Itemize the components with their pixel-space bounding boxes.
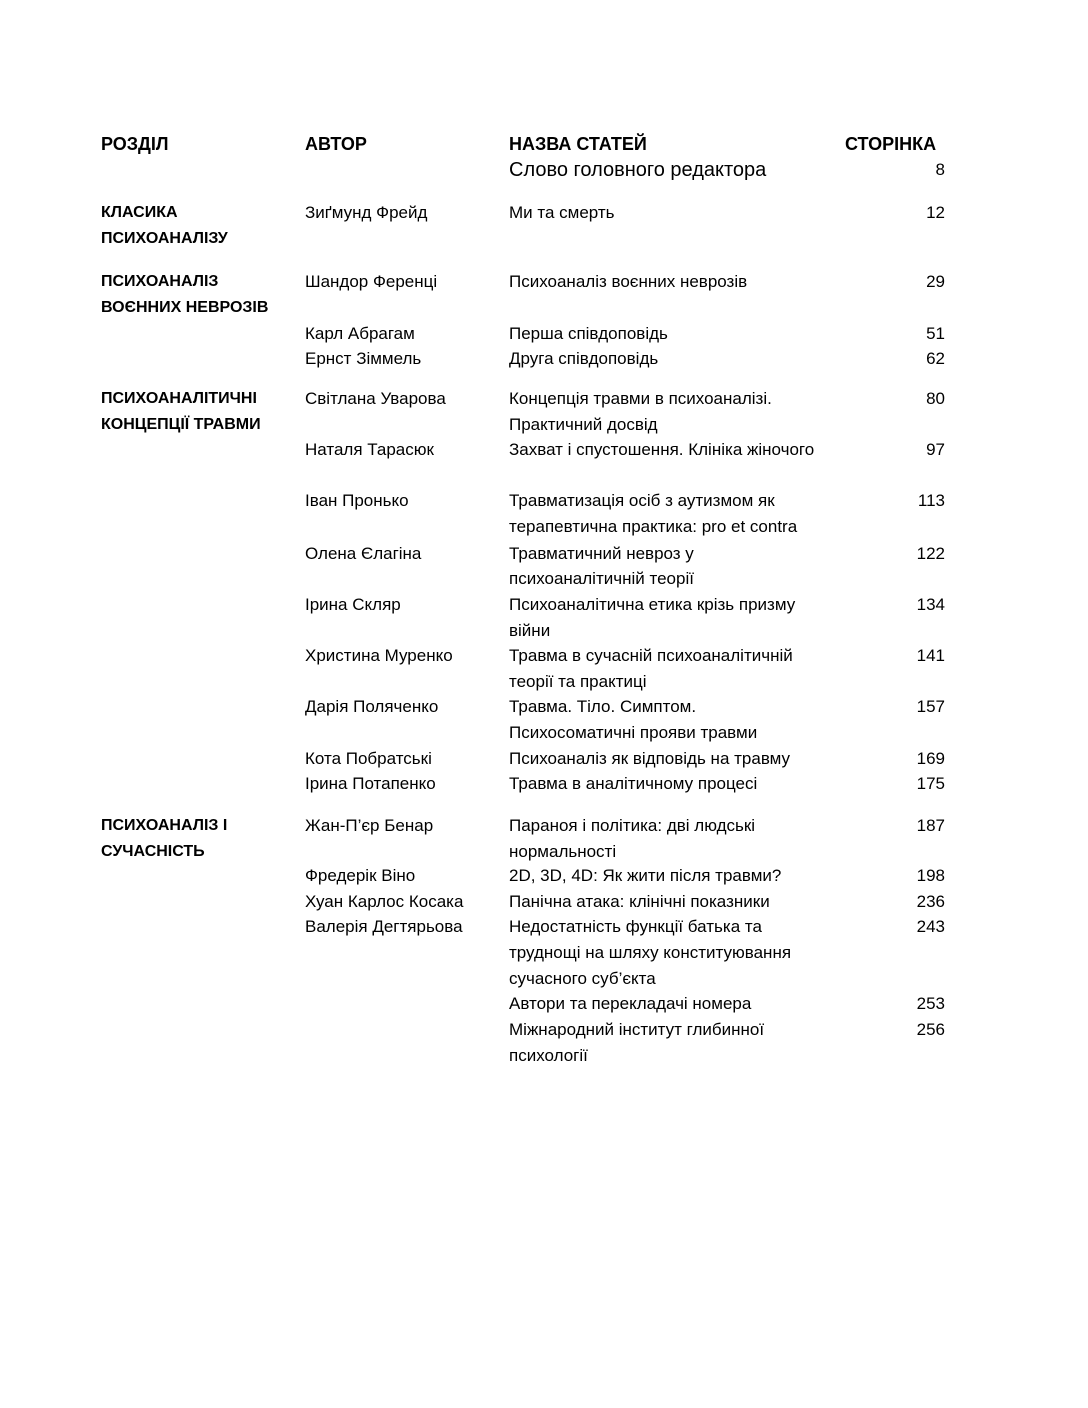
editor-note-page: 8: [935, 160, 945, 179]
section-2-line1: ПСИХОАНАЛІЗ: [101, 273, 219, 290]
entry-title: Травма. Тіло. Симптом.: [509, 697, 697, 716]
entry-title: Травма в сучасній психоаналітичній: [509, 646, 793, 665]
entry-page: 175: [916, 774, 945, 793]
entry-title-cont: терапевтична практика: pro et contra: [509, 517, 798, 536]
entry-title: Концепція травми в психоаналізі.: [509, 389, 772, 408]
entry-title-cont: Практичний досвід: [509, 415, 658, 434]
entry-title: Травматичний невроз у: [509, 544, 694, 563]
entry-title: Друга співдоповідь: [509, 349, 659, 368]
entry-title: Параноя і політика: дві людські: [509, 816, 756, 835]
entry-author: Світлана Уварова: [305, 389, 446, 408]
entry-page: 12: [926, 203, 945, 222]
header-author: АВТОР: [305, 134, 367, 154]
entry-author: Олена Єлагіна: [305, 544, 422, 563]
entry-page: 122: [916, 544, 945, 563]
entry-title-cont: нормальності: [509, 842, 617, 861]
entry-title: Ми та смерть: [509, 203, 615, 222]
entry-title-cont: психології: [509, 1046, 588, 1065]
header-page: СТОРІНКА: [845, 134, 937, 154]
entry-author: Дарія Поляченко: [305, 697, 439, 716]
entry-author: Фредерік Віно: [305, 866, 416, 885]
entry-title-cont: труднощі на шляху конституювання: [509, 943, 792, 962]
entry-page: 29: [926, 272, 945, 291]
entry-author: Кота Побратські: [305, 749, 432, 768]
entry-page: 236: [916, 892, 945, 911]
entry-author: Карл Абрагам: [305, 324, 415, 343]
section-1-line1: КЛАСИКА: [101, 204, 178, 221]
entry-author: Зиґмунд Фрейд: [305, 203, 428, 222]
entry-title: Травма в аналітичному процесі: [509, 774, 758, 793]
section-1-line2: ПСИХОАНАЛІЗУ: [101, 230, 228, 247]
entry-author: Ернст Зіммель: [305, 349, 422, 368]
entry-author: Валерія Дегтярьова: [305, 917, 463, 936]
entry-author: Шандор Ференці: [305, 272, 438, 291]
entry-title: Психоаналітична етика крізь призму: [509, 595, 796, 614]
entry-page: 256: [916, 1020, 945, 1039]
entry-title-cont: теорії та практиці: [509, 672, 647, 691]
section-3-line1: ПСИХОАНАЛІТИЧНІ: [101, 390, 257, 407]
entry-page: 243: [916, 917, 945, 936]
entry-page: 187: [916, 816, 945, 835]
entry-page: 134: [916, 595, 945, 614]
entry-title-cont: війни: [509, 621, 551, 640]
entry-author: Ірина Потапенко: [305, 774, 436, 793]
entry-page: 51: [926, 324, 945, 343]
entry-title: Психоаналіз воєнних неврозів: [509, 272, 748, 291]
entry-title: Недостатність функції батька та: [509, 917, 762, 936]
entry-page: 141: [916, 646, 945, 665]
entry-title-cont: психоаналітичній теорії: [509, 569, 694, 588]
section-4-line1: ПСИХОАНАЛІЗ І: [101, 817, 228, 834]
entry-page: 157: [916, 697, 945, 716]
entry-title: Захват і спустошення. Клініка жіночого: [509, 440, 815, 459]
entry-author: Хуан Карлос Косака: [305, 892, 464, 911]
entry-title: Панічна атака: клінічні показники: [509, 892, 770, 911]
entry-author: Наталя Тарасюк: [305, 440, 434, 459]
section-3-line2: КОНЦЕПЦІЇ ТРАВМИ: [101, 416, 261, 433]
editor-note-title: Слово головного редактора: [509, 159, 767, 181]
entry-title: Перша співдоповідь: [509, 324, 668, 343]
entry-author: Христина Муренко: [305, 646, 453, 665]
entry-title: 2D, 3D, 4D: Як жити після травми?: [509, 866, 782, 885]
entry-page: 62: [926, 349, 945, 368]
entry-page: 80: [926, 389, 945, 408]
entry-page: 169: [916, 749, 945, 768]
header-section: РОЗДІЛ: [101, 134, 169, 154]
entry-title: Травматизація осіб з аутизмом як: [509, 491, 775, 510]
section-4-line2: СУЧАСНІСТЬ: [101, 843, 205, 860]
header-title: НАЗВА СТАТЕЙ: [509, 134, 647, 154]
entry-author: Жан-П’єр Бенар: [305, 816, 434, 835]
entry-page: 97: [926, 440, 945, 459]
entry-page: 113: [917, 491, 945, 510]
entry-title: Міжнародний інститут глибинної: [509, 1020, 765, 1039]
section-2-line2: ВОЄННИХ НЕВРОЗІВ: [101, 299, 269, 316]
entry-title: Автори та перекладачі номера: [509, 994, 752, 1013]
entry-title-cont: Психосоматичні прояви травми: [509, 723, 758, 742]
entry-title-cont: сучасного суб’єкта: [509, 969, 656, 988]
entry-page: 198: [916, 866, 945, 885]
entry-author: Іван Пронько: [305, 491, 409, 510]
entry-title: Психоаналіз як відповідь на травму: [509, 749, 791, 768]
entry-page: 253: [916, 994, 945, 1013]
entry-author: Ірина Скляр: [305, 595, 401, 614]
